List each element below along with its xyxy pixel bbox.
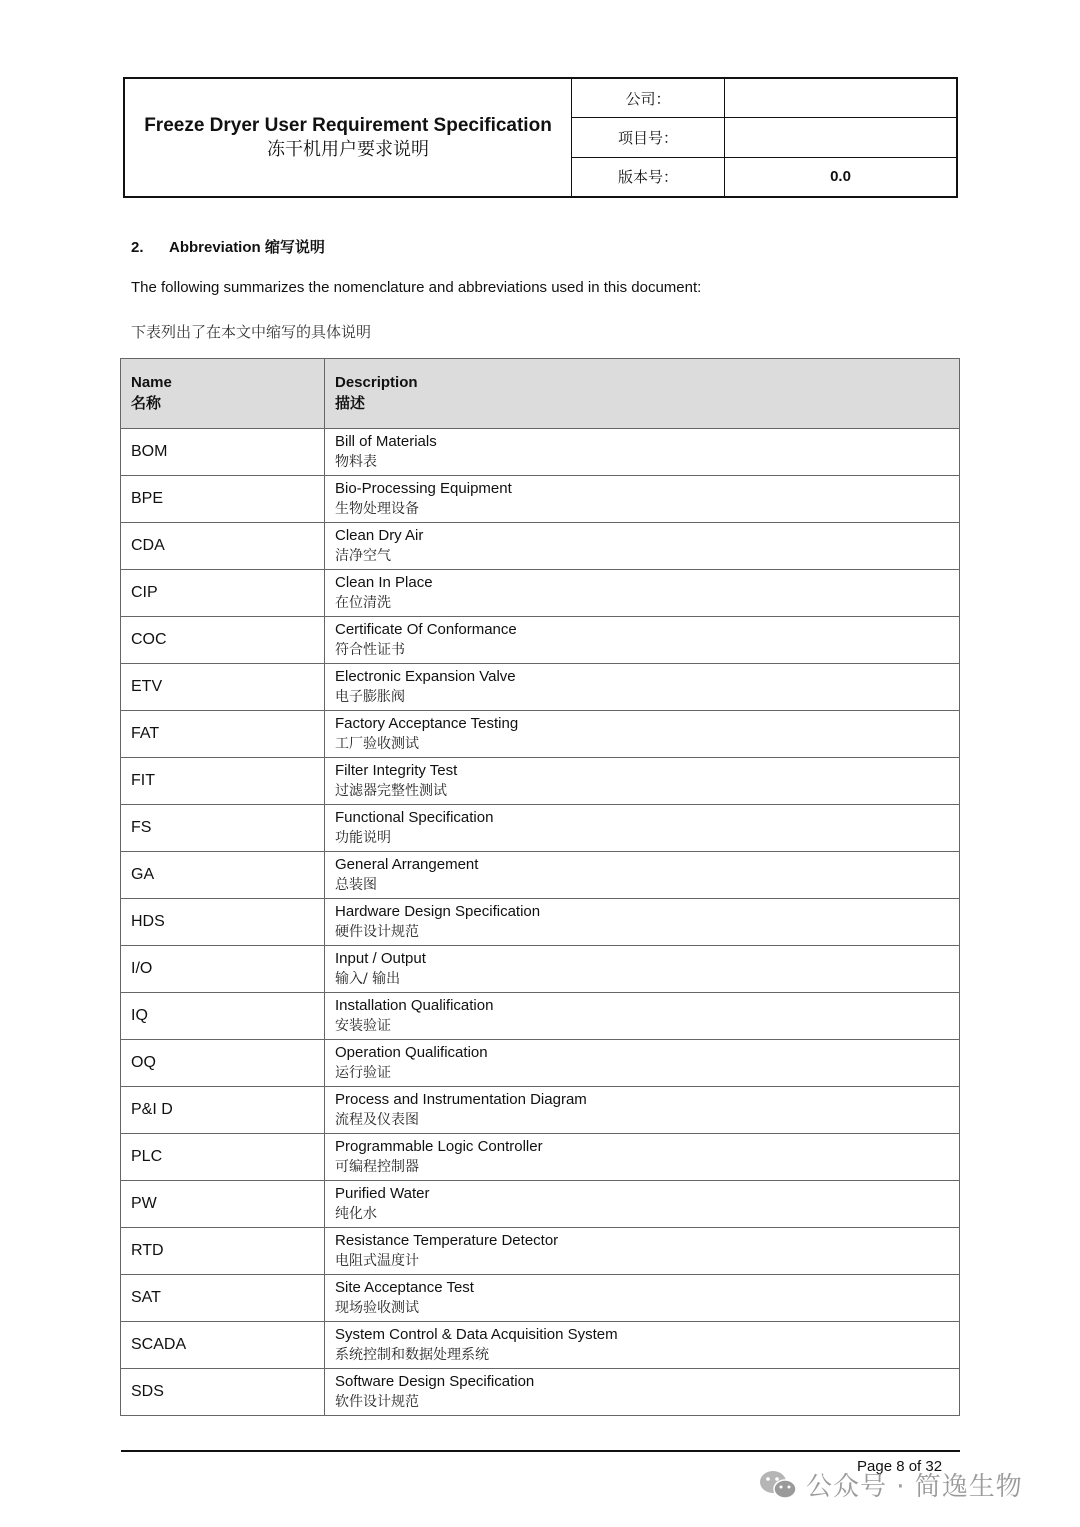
description-zh: 洁净空气 [335,548,391,564]
abbreviation-cell [121,711,325,757]
abbreviation: SCADA [131,1336,187,1353]
name-header-zh: 名称 [131,394,162,412]
description-zh: 系统控制和数据处理系统 [335,1347,489,1363]
intro-text-zh: 下表列出了在本文中缩写的具体说明 [131,323,372,341]
abbreviation-cell [121,664,325,710]
description-zh: 工厂验收测试 [335,736,419,752]
description-zh: 硬件设计规范 [335,924,419,940]
description-en: Operation Qualification [335,1044,488,1061]
description-cell [325,1275,959,1321]
description-cell [325,617,959,663]
abbreviation: PW [131,1195,157,1212]
project-value [725,118,956,156]
description-cell [325,711,959,757]
table-row [121,523,959,570]
abbreviation: CDA [131,537,165,554]
description-cell [325,1134,959,1180]
table-row [121,993,959,1040]
description-en: Certificate Of Conformance [335,621,517,638]
description-en: System Control & Data Acquisition System [335,1326,618,1343]
description-en: Hardware Design Specification [335,903,541,920]
abbreviation-cell [121,1322,325,1368]
abbreviation: RTD [131,1242,164,1259]
table-row [121,570,959,617]
description-zh: 流程及仪表图 [335,1112,419,1128]
abbreviation: PLC [131,1148,163,1165]
description-cell [325,1181,959,1227]
description-zh: 软件设计规范 [335,1394,419,1410]
section-heading [131,236,325,257]
abbreviation: I/O [131,960,153,977]
abbreviation: FS [131,819,152,836]
description-zh: 总装图 [335,877,377,893]
table-row [121,1040,959,1087]
description-en: Electronic Expansion Valve [335,668,516,685]
table-row [121,476,959,523]
watermark-text: 公众号 · 简逸生物 [806,1472,1023,1502]
wechat-icon [758,1468,798,1502]
table-row [121,664,959,711]
table-row [121,758,959,805]
description-header-zh: 描述 [335,394,366,412]
abbreviation-cell [121,429,325,475]
description-zh: 物料表 [335,454,377,470]
abbreviation: CIP [131,584,158,601]
description-en: Site Acceptance Test [335,1279,474,1296]
intro-text-en: The following summarizes the nomenclature and abbreviations used in this document: [131,279,702,296]
description-zh: 电子膨胀阀 [335,689,405,705]
description-cell [325,1322,959,1368]
description-cell [325,805,959,851]
description-zh: 生物处理设备 [335,501,419,517]
document-title [125,79,572,196]
header-fields [572,79,956,196]
abbreviation-table [120,358,960,1416]
document-header [123,77,958,198]
table-row [121,711,959,758]
company-row [572,79,956,118]
abbreviation: HDS [131,913,165,930]
table-row [121,1087,959,1134]
title-en: Freeze Dryer User Requirement Specification [144,114,552,136]
abbreviation: P&I D [131,1101,173,1118]
abbreviation: IQ [131,1007,148,1024]
abbreviation: FAT [131,725,160,742]
description-cell [325,1228,959,1274]
abbreviation: ETV [131,678,163,695]
watermark [758,1466,1023,1503]
abbreviation: SDS [131,1383,164,1400]
abbreviation-cell [121,1134,325,1180]
description-en: Process and Instrumentation Diagram [335,1091,587,1108]
description-en: Bio-Processing Equipment [335,480,512,497]
table-row [121,1228,959,1275]
table-row [121,1275,959,1322]
description-zh: 符合性证书 [335,642,405,658]
description-cell [325,993,959,1039]
abbreviation: SAT [131,1289,161,1306]
version-row [572,158,956,196]
description-zh: 电阻式温度计 [335,1253,419,1269]
description-zh: 功能说明 [335,830,391,846]
description-en: Clean In Place [335,574,433,591]
description-en: Bill of Materials [335,433,437,450]
abbreviation: FIT [131,772,155,789]
table-row [121,946,959,993]
section-number: 2. [131,239,144,256]
description-cell [325,664,959,710]
description-en: Purified Water [335,1185,430,1202]
table-row [121,1369,959,1415]
company-label: 公司： [572,79,725,117]
abbreviation-cell [121,476,325,522]
abbreviation-cell [121,1369,325,1415]
footer-rule [121,1450,960,1452]
table-row [121,1322,959,1369]
description-en: Factory Acceptance Testing [335,715,519,732]
abbreviation-cell [121,523,325,569]
abbreviation-cell [121,1181,325,1227]
abbreviation: BOM [131,443,168,460]
description-zh: 可编程控制器 [335,1159,419,1175]
description-en: General Arrangement [335,856,479,873]
abbreviation-cell [121,758,325,804]
description-en: Programmable Logic Controller [335,1138,543,1155]
description-cell [325,1040,959,1086]
abbreviation-cell [121,1228,325,1274]
table-row [121,617,959,664]
description-zh: 纯化水 [335,1206,377,1222]
section-title: Abbreviation 缩写说明 [169,239,325,256]
name-column-header [121,359,325,428]
abbreviation: BPE [131,490,164,507]
table-row [121,429,959,476]
version-value: 0.0 [830,168,851,186]
description-cell [325,523,959,569]
description-zh: 输入/ 输出 [335,971,401,987]
description-en: Filter Integrity Test [335,762,458,779]
abbreviation-cell [121,570,325,616]
description-cell [325,1087,959,1133]
description-zh: 安装验证 [335,1018,391,1034]
abbreviation: GA [131,866,155,883]
description-en: Resistance Temperature Detector [335,1232,559,1249]
description-cell [325,476,959,522]
description-cell [325,852,959,898]
abbreviation-cell [121,1275,325,1321]
description-cell [325,1369,959,1415]
description-zh: 现场验收测试 [335,1300,419,1316]
table-row [121,852,959,899]
company-value [725,79,956,117]
description-column-header [325,359,959,428]
project-row [572,118,956,157]
abbreviation-cell [121,1087,325,1133]
table-body [121,429,959,1415]
abbreviation: COC [131,631,167,648]
description-zh: 过滤器完整性测试 [335,783,447,799]
description-en: Installation Qualification [335,997,494,1014]
description-cell [325,429,959,475]
description-header-en: Description [335,374,418,391]
project-label: 项目号： [572,118,725,156]
description-en: Clean Dry Air [335,527,424,544]
abbreviation-cell [121,899,325,945]
description-cell [325,570,959,616]
description-cell [325,899,959,945]
abbreviation-cell [121,1040,325,1086]
description-zh: 运行验证 [335,1065,391,1081]
abbreviation-cell [121,946,325,992]
description-zh: 在位清洗 [335,595,391,611]
abbreviation-cell [121,993,325,1039]
abbreviation-cell [121,805,325,851]
abbreviation-cell [121,617,325,663]
table-row [121,1181,959,1228]
table-row [121,805,959,852]
description-cell [325,758,959,804]
table-header [121,359,959,429]
abbreviation: OQ [131,1054,156,1071]
title-zh: 冻干机用户要求说明 [267,138,429,160]
version-label: 版本号： [572,158,725,196]
table-row [121,1134,959,1181]
description-en: Input / Output [335,950,426,967]
table-row [121,899,959,946]
description-cell [325,946,959,992]
name-header-en: Name [131,374,172,391]
description-en: Functional Specification [335,809,494,826]
abbreviation-cell [121,852,325,898]
page-number: Page 8 of 32 [857,1458,943,1475]
description-en: Software Design Specification [335,1373,535,1390]
